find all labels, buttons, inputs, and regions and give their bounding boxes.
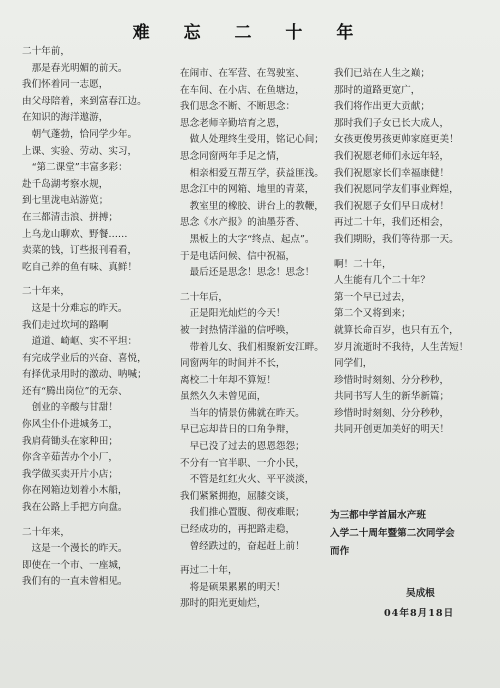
- poem-title: 难 忘 二 十 年: [132, 23, 368, 43]
- poem-line: 我们走过坎坷的路啊: [22, 319, 109, 331]
- poem-line: 在知识的海洋遨游，: [22, 112, 109, 124]
- stanza-break: [22, 517, 172, 525]
- poem-line: 你在网箱边划着小木船，: [22, 485, 128, 497]
- stanza-break: [180, 282, 332, 290]
- poem-line: 思念老师辛勤培育之恩，: [180, 117, 286, 129]
- poem-line: 做人处理终生受用，铭记心间；: [180, 134, 324, 146]
- poem-line: 人生能有几个二十年？: [334, 275, 430, 287]
- dedication-line: 为三都中学首届水产班: [330, 510, 426, 521]
- poem-line: 早已没了过去的恩恩怨怨；: [180, 441, 305, 453]
- poem-line: 我们思念不断、不断思念：: [180, 101, 296, 113]
- dedication-line: 入学二十周年暨第二次同学会: [330, 528, 455, 539]
- poem-line: 有择优录用时的激动、呐喊；: [22, 369, 147, 381]
- poem-line: 朝气蓬勃，恰同学少年。: [22, 128, 138, 140]
- poem-line: 还有“腾出岗位”的无奈、: [22, 385, 128, 397]
- poem-line: 即使在一个市、一座城，: [22, 559, 128, 571]
- date: 04年8月18日: [384, 608, 455, 619]
- poem-line: 曾经跌过的，奋起赶上前！: [180, 540, 305, 552]
- poem-line: 我在公路上手把方向盘。: [22, 502, 128, 514]
- poem-line: 思念《水产报》的油墨芬香、: [180, 217, 305, 229]
- poem-line: 将是硕果累累的明天！: [180, 581, 286, 593]
- poem-line: 不管是红红火火、平平淡淡，: [180, 474, 315, 486]
- poem-line: “第二课堂”丰富多彩：: [22, 162, 128, 174]
- poem-line: 不分有一官半职、一介小民，: [180, 457, 305, 469]
- poem-line: 由父母陪着，来到富春江边。: [22, 95, 147, 107]
- poem-line: 那时的阳光更灿烂，: [180, 598, 267, 610]
- poem-column-1: [22, 44, 172, 591]
- poem-line: 虽然久久未曾见面，: [180, 391, 267, 403]
- poem-line: 共同开创更加美好的明天！: [334, 424, 450, 436]
- stanza-break: [22, 276, 172, 284]
- poem-line: 教室里的橡胶、讲台上的教鞭，: [180, 200, 324, 212]
- poem-line: 你风尘仆仆进城务工，: [22, 419, 118, 431]
- poem-line: 上课、实验、劳动、实习，: [22, 145, 138, 157]
- poem-line: 二十年后，: [180, 291, 228, 303]
- poem-line: 早已忘却昔日的口角争辩，: [180, 424, 296, 436]
- poem-line: 在三都清击浪、拼搏；: [22, 211, 118, 223]
- poem-line: 我们祝愿同学友们事业辉煌，: [334, 184, 459, 196]
- poem-line: 思念同窗两年手足之情，: [180, 150, 286, 162]
- poem-line: 我们推心置腹、彻夜难眠；: [180, 507, 305, 519]
- poem-line: 同学们，: [334, 358, 373, 370]
- poem-line: 上乌龙山聊欢、野餐……: [22, 228, 128, 240]
- poem-line: 共同书写人生的新华新篇；: [334, 391, 450, 403]
- poem-line: 带着儿女、我们相聚新安江畔。: [180, 341, 324, 353]
- poem-line: 我们期盼，我们等待那一天。: [334, 233, 459, 245]
- poem-line: 那时我们子女已长大成人，: [334, 117, 450, 129]
- poem-line: 珍惜时时刻刻、分分秒秒，: [334, 407, 450, 419]
- poem-line: 我们将作出更大贡献；: [334, 101, 430, 113]
- poem-line: 第二个又将到来；: [334, 308, 411, 320]
- poem-line: 再过二十年，: [180, 565, 238, 577]
- poem-line: 女孩更俊男孩更帅家庭更美！: [334, 134, 459, 146]
- poem-line: 我学做买卖开片小店；: [22, 468, 118, 480]
- poem-line: 在车间、在小店、在鱼塘边，: [180, 84, 305, 96]
- poem-column-3: [334, 66, 494, 439]
- poem-line: 这是一个漫长的昨天。: [22, 543, 128, 555]
- poem-line: 岁月流逝时不我待，人生苦短！: [334, 341, 469, 353]
- poem-line: 赴千岛湖考察水规，: [22, 178, 109, 190]
- poem-column-2: [180, 66, 332, 613]
- poem-line: 再过二十年，我们还相会，: [334, 217, 450, 229]
- poem-line: 已经成功的，再把路走稳，: [180, 524, 296, 536]
- poem-line: 于是电话问候、信中祝福，: [180, 250, 296, 262]
- poem-line: 我们怀着同一志愿，: [22, 79, 109, 91]
- poem-line: 同窗两年的时间并不长，: [180, 358, 286, 370]
- poem-line: 我们有的一直未曾相见。: [22, 576, 128, 588]
- poem-line: 二十年来，: [22, 526, 70, 538]
- poem-line: 就算长命百岁，也只有五个，: [334, 324, 459, 336]
- poem-line: 卖菜的钱，订些报刊看看，: [22, 245, 138, 257]
- poem-line: 最后还是思念！思念！思念！: [180, 267, 315, 279]
- dedication-line: 而作: [330, 546, 350, 557]
- poem-line: 到七里泷电站游览；: [22, 195, 109, 207]
- poem-line: 道道、崎岖、实不平坦：: [22, 336, 138, 348]
- poem-line: 我们已站在人生之巅；: [334, 68, 430, 79]
- dedication: [330, 507, 490, 561]
- author-name: 吴成根: [406, 588, 435, 599]
- poem-line: 相亲相爱互帮互学，获益匪浅。: [180, 167, 324, 179]
- poem-line: 创业的辛酸与甘甜！: [22, 402, 118, 414]
- poem-line: 离校二十年却不算短！: [180, 374, 276, 386]
- poem-line: 在闹市、在军营、在驾驶室、: [180, 68, 305, 79]
- poem-line: 这是十分难忘的昨天。: [22, 302, 128, 314]
- poem-line: 第一个早已过去，: [334, 291, 411, 303]
- poem-line: 我们祝愿家长们幸福康健！: [334, 167, 450, 179]
- poem-line: 那是春光明媚的前天。: [22, 62, 128, 74]
- stanza-break: [180, 555, 332, 563]
- poem-line: 二十年来，: [22, 286, 70, 298]
- poem-line: 吃自己养的鱼有味、真鲜！: [22, 261, 138, 273]
- poem-line: 正是阳光灿烂的今天！: [180, 308, 286, 320]
- poem-line: 那时的道路更宽广，: [334, 84, 421, 96]
- poem-line: 我们祝愿老师们永远年轻，: [334, 150, 450, 162]
- poem-line: 你含辛茹苦办个小厂，: [22, 452, 118, 464]
- poem-line: 思念江中的网箱、地里的青菜，: [180, 184, 315, 196]
- stanza-break: [334, 249, 494, 257]
- poem-line: 珍惜时时刻刻、分分秒秒，: [334, 374, 450, 386]
- poem-line: 啊！二十年，: [334, 258, 392, 270]
- poem-line: 黑板上的大字“终点、起点”。: [180, 233, 315, 245]
- poem-line: 二十年前，: [22, 46, 70, 57]
- poem-line: 有完成学业后的兴奋、喜悦，: [22, 352, 147, 364]
- poem-line: 被一封热情洋溢的信呼唤，: [180, 324, 296, 336]
- poem-line: 当年的情景仿佛就在昨天。: [180, 407, 305, 419]
- poem-line: 我们紧紧拥抱，屈膝交谈，: [180, 490, 296, 502]
- poem-line: 我肩荷锄头在家种田；: [22, 435, 118, 447]
- poem-line: 我们祝愿子女们早日成材！: [334, 200, 450, 212]
